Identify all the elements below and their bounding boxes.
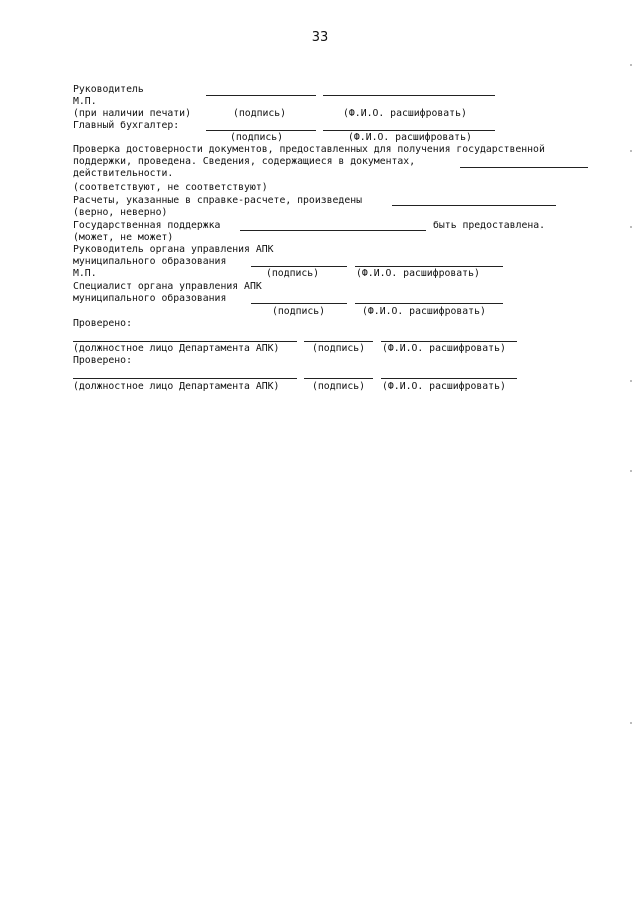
- calc-options: (верно, неверно): [73, 207, 168, 218]
- head-fio-line: [323, 95, 495, 96]
- accountant-label: Главный бухгалтер:: [73, 120, 180, 131]
- head-mp-label: М.П.: [73, 96, 97, 107]
- verification-options: (соответствуют, не соответствуют): [73, 182, 268, 193]
- head-signature-caption: (подпись): [233, 108, 287, 119]
- head-signature-line: [206, 95, 316, 96]
- calc-text: Расчеты, указанные в справке-расчете, произведены: [73, 195, 363, 206]
- accountant-fio-caption: (Ф.И.О. расшифровать): [348, 132, 472, 143]
- apk-head-mp-label: М.П.: [73, 268, 97, 279]
- calc-fill-line: [392, 205, 556, 206]
- verification-line-1: Проверка достоверности документов, предоставленных для получения государственной: [73, 144, 545, 155]
- checked-2-official-line: [73, 378, 297, 379]
- scan-speck: [630, 722, 632, 724]
- apk-head-line-1: Руководитель органа управления АПК: [73, 244, 274, 255]
- checked-1-fio-line: [381, 341, 517, 342]
- apk-spec-fio-line: [355, 303, 503, 304]
- scan-speck: [630, 470, 632, 472]
- checked-2-official-caption: (должностное лицо Департамента АПК): [73, 381, 280, 392]
- checked-1-fio-caption: (Ф.И.О. расшифровать): [382, 343, 506, 354]
- checked-1-signature-line: [304, 341, 373, 342]
- checked-2-label: Проверено:: [73, 355, 132, 366]
- checked-2-signature-line: [304, 378, 373, 379]
- head-label: Руководитель: [73, 84, 144, 95]
- checked-1-label: Проверено:: [73, 318, 132, 329]
- scan-speck: [630, 64, 632, 66]
- apk-spec-line-1: Специалист органа управления АПК: [73, 281, 262, 292]
- support-tail: быть предоставлена.: [433, 220, 546, 231]
- apk-spec-line-2: муниципального образования: [73, 293, 227, 304]
- support-text: Государственная поддержка: [73, 220, 221, 231]
- apk-head-fio-caption: (Ф.И.О. расшифровать): [356, 268, 480, 279]
- support-options: (может, не может): [73, 232, 174, 243]
- apk-head-signature-caption: (подпись): [266, 268, 320, 279]
- checked-1-official-caption: (должностное лицо Департамента АПК): [73, 343, 280, 354]
- checked-1-signature-caption: (подпись): [312, 343, 366, 354]
- apk-spec-signature-caption: (подпись): [272, 306, 326, 317]
- apk-spec-signature-line: [251, 303, 347, 304]
- accountant-fio-line: [323, 130, 495, 131]
- apk-head-signature-line: [251, 266, 347, 267]
- page-number: 33: [311, 30, 329, 45]
- checked-2-signature-caption: (подпись): [312, 381, 366, 392]
- verification-fill-line: [460, 167, 588, 168]
- accountant-signature-caption: (подпись): [230, 132, 284, 143]
- head-stamp-note: (при наличии печати): [73, 108, 191, 119]
- verification-line-2: поддержки, проведена. Сведения, содержащиеся в документах,: [73, 156, 416, 167]
- scan-speck: [630, 226, 632, 228]
- checked-1-official-line: [73, 341, 297, 342]
- scan-speck: [630, 380, 632, 382]
- accountant-signature-line: [206, 130, 316, 131]
- apk-head-line-2: муниципального образования: [73, 256, 227, 267]
- apk-head-fio-line: [355, 266, 503, 267]
- checked-2-fio-caption: (Ф.И.О. расшифровать): [382, 381, 506, 392]
- scan-speck: [630, 150, 632, 152]
- checked-2-fio-line: [381, 378, 517, 379]
- head-fio-caption: (Ф.И.О. расшифровать): [343, 108, 467, 119]
- apk-spec-fio-caption: (Ф.И.О. расшифровать): [362, 306, 486, 317]
- support-fill-line: [240, 230, 426, 231]
- verification-line-3: действительности.: [73, 168, 174, 179]
